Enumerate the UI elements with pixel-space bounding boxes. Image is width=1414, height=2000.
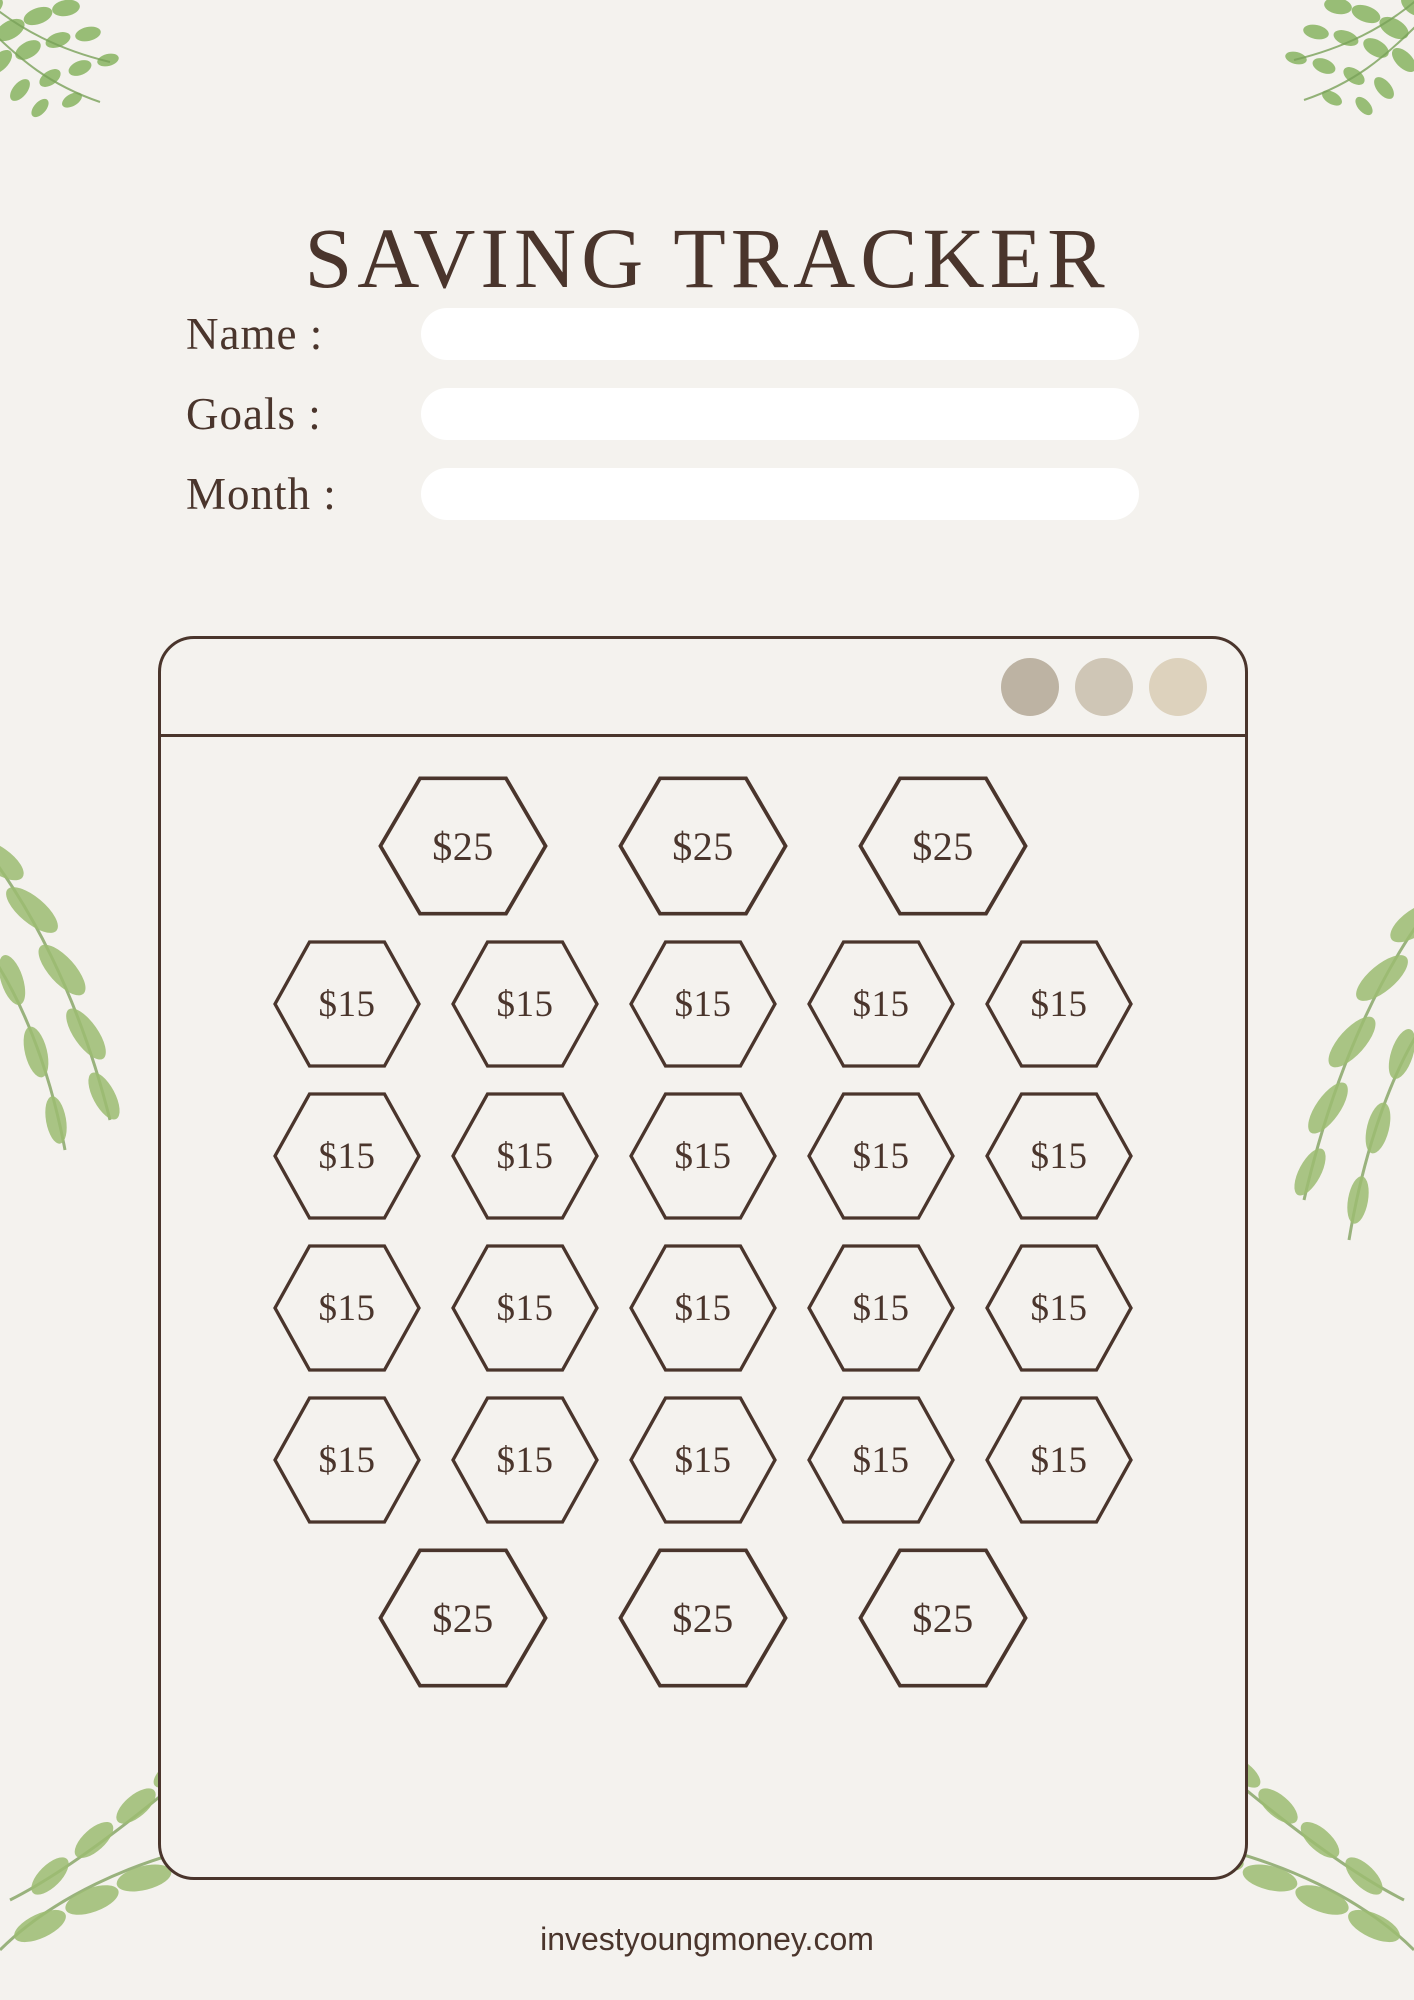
savings-amount: $15 — [1030, 1135, 1088, 1177]
savings-amount: $15 — [852, 1439, 910, 1481]
savings-amount: $15 — [496, 1287, 554, 1329]
window-dot-1[interactable] — [1001, 658, 1059, 716]
savings-hexagon[interactable] — [272, 1395, 422, 1525]
field-row-month — [186, 465, 1186, 523]
month-label: Month : — [186, 469, 337, 519]
page-title: SAVING TRACKER — [304, 209, 1110, 306]
savings-hexagon[interactable] — [617, 1547, 789, 1689]
savings-hexagon[interactable] — [628, 939, 778, 1069]
savings-hexagon[interactable] — [984, 939, 1134, 1069]
savings-amount: $15 — [496, 1135, 554, 1177]
savings-hexagon[interactable] — [628, 1243, 778, 1373]
savings-amount: $25 — [912, 1595, 974, 1641]
foliage-middle-right-icon — [1244, 860, 1414, 1280]
savings-amount: $15 — [1030, 1287, 1088, 1329]
window-title-bar — [161, 639, 1245, 737]
savings-amount: $25 — [672, 823, 734, 869]
savings-hexagon[interactable] — [628, 1395, 778, 1525]
tracker-window — [158, 636, 1248, 1880]
savings-hexagon[interactable] — [450, 939, 600, 1069]
savings-amount: $15 — [674, 983, 732, 1025]
savings-amount: $15 — [674, 1287, 732, 1329]
savings-hexagon[interactable] — [617, 775, 789, 917]
savings-amount: $25 — [432, 1595, 494, 1641]
window-dot-3[interactable] — [1149, 658, 1207, 716]
savings-hexagon[interactable] — [377, 1547, 549, 1689]
savings-amount: $15 — [852, 1135, 910, 1177]
goals-label: Goals : — [186, 389, 322, 439]
hexagon-row — [197, 775, 1209, 917]
savings-hexagon[interactable] — [628, 1091, 778, 1221]
savings-hexagon[interactable] — [806, 1395, 956, 1525]
savings-hexagon[interactable] — [377, 775, 549, 917]
savings-amount: $15 — [674, 1439, 732, 1481]
savings-hexagon[interactable] — [450, 1395, 600, 1525]
goals-input[interactable] — [421, 388, 1139, 440]
savings-hexagon[interactable] — [984, 1395, 1134, 1525]
hexagon-row — [197, 1243, 1209, 1373]
hexagon-grid — [161, 737, 1245, 1741]
name-label: Name : — [186, 309, 324, 359]
foliage-top-left-icon — [0, 0, 210, 190]
savings-hexagon[interactable] — [857, 1547, 1029, 1689]
hexagon-row — [197, 1547, 1209, 1689]
savings-hexagon[interactable] — [857, 775, 1029, 917]
field-row-goals — [186, 385, 1186, 443]
savings-amount: $15 — [852, 1287, 910, 1329]
hexagon-row — [197, 939, 1209, 1069]
savings-amount: $25 — [672, 1595, 734, 1641]
savings-hexagon[interactable] — [272, 1091, 422, 1221]
savings-hexagon[interactable] — [984, 1091, 1134, 1221]
savings-hexagon[interactable] — [806, 939, 956, 1069]
hexagon-row — [197, 1091, 1209, 1221]
savings-amount: $15 — [496, 1439, 554, 1481]
savings-hexagon[interactable] — [806, 1091, 956, 1221]
savings-hexagon[interactable] — [272, 939, 422, 1069]
savings-amount: $15 — [318, 1287, 376, 1329]
field-row-name — [186, 305, 1186, 363]
savings-amount: $15 — [852, 983, 910, 1025]
name-input[interactable] — [421, 308, 1139, 360]
savings-amount: $15 — [318, 983, 376, 1025]
savings-amount: $25 — [912, 823, 974, 869]
foliage-top-right-icon — [1204, 0, 1414, 180]
savings-amount: $15 — [318, 1135, 376, 1177]
month-input[interactable] — [421, 468, 1139, 520]
savings-amount: $15 — [1030, 983, 1088, 1025]
hexagon-row — [197, 1395, 1209, 1525]
savings-amount: $15 — [318, 1439, 376, 1481]
savings-hexagon[interactable] — [450, 1091, 600, 1221]
footer-website: investyoungmoney.com — [540, 1921, 874, 1957]
savings-hexagon[interactable] — [806, 1243, 956, 1373]
savings-amount: $15 — [674, 1135, 732, 1177]
savings-hexagon[interactable] — [272, 1243, 422, 1373]
savings-amount: $15 — [1030, 1439, 1088, 1481]
foliage-middle-left-icon — [0, 790, 170, 1190]
savings-amount: $15 — [496, 983, 554, 1025]
savings-amount: $25 — [432, 823, 494, 869]
savings-hexagon[interactable] — [450, 1243, 600, 1373]
savings-hexagon[interactable] — [984, 1243, 1134, 1373]
form-fields — [186, 305, 1186, 545]
window-dot-2[interactable] — [1075, 658, 1133, 716]
